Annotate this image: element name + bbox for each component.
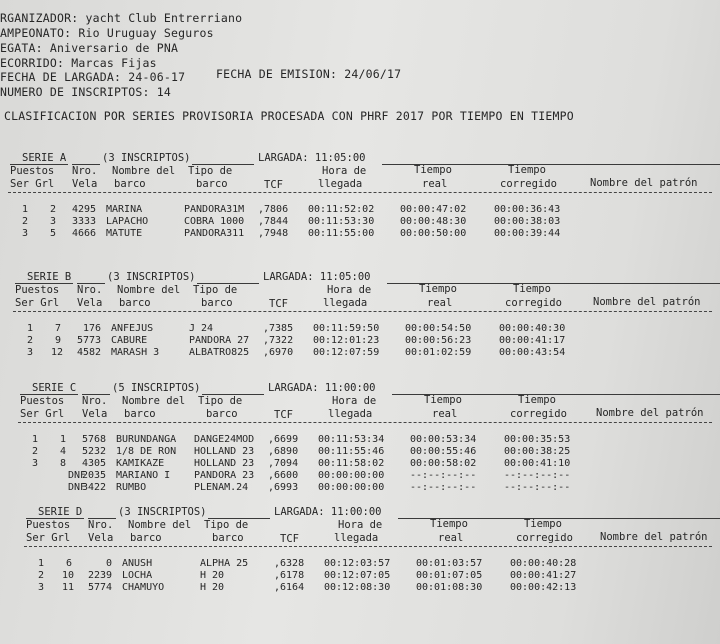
cell-tcf: ,6164 (274, 582, 305, 593)
col-hora: Hora de (338, 519, 383, 531)
col-hora: Hora de (327, 284, 372, 296)
col-vela: Vela (77, 297, 103, 309)
cell-ser: 3 (38, 582, 45, 593)
cell-real: --:--:--:-- (410, 470, 477, 481)
cell-tcf: ,6178 (274, 570, 305, 581)
series-start-time: LARGADA: 11:05:00 (263, 271, 371, 283)
cell-tipo: H 20 (200, 582, 225, 593)
series-entries: (3 INSCRIPTOS) (107, 271, 196, 283)
cell-ser: 1 (38, 558, 45, 569)
col-patron: Nombre del patrón (600, 531, 708, 543)
cell-corregido: --:--:--:-- (504, 482, 571, 493)
cell-ser: DNF (68, 470, 87, 481)
report-title: CLASIFICACION POR SERIES PROVISORIA PROCESADA CON PHRF 2017 POR TIEMPO EN TIEMPO (4, 109, 574, 123)
cell-vela: 5774 (88, 582, 113, 593)
col-tiempo: Tiempo (414, 164, 452, 176)
cell-barco: 1/8 DE RON (116, 446, 177, 457)
cell-ser: 1 (32, 434, 39, 445)
cell-grl: 8 (60, 458, 67, 469)
col-vela: Vela (88, 532, 114, 544)
header-separator (8, 192, 712, 193)
col-vela: Vela (72, 178, 98, 190)
cell-llegada: 00:12:08:30 (324, 582, 391, 593)
cell-vela: 4305 (82, 458, 107, 469)
cell-grl: 2 (50, 204, 57, 215)
col-ser-grl: Ser Grl (15, 297, 60, 309)
cell-ser: 2 (27, 335, 34, 346)
cell-grl: 1 (60, 434, 67, 445)
cell-vela: 176 (83, 323, 102, 334)
cell-tipo: PANDORA31M (184, 204, 245, 215)
col-llegada: llegada (334, 532, 379, 544)
cell-real: 00:00:54:50 (405, 323, 472, 334)
cell-real: 00:00:50:00 (400, 228, 467, 239)
cell-vela: 0 (106, 558, 113, 569)
cell-tipo: PANDORA 27 (189, 335, 250, 346)
series-entries: (5 INSCRIPTOS) (112, 382, 201, 394)
cell-vela: 5768 (82, 434, 107, 445)
col-nombre: Nombre del (128, 519, 192, 531)
cell-vela: 4666 (72, 228, 97, 239)
col-puestos: Puestos (20, 395, 65, 407)
cell-tcf: ,6699 (268, 434, 299, 445)
cell-ser: 1 (22, 204, 29, 215)
cell-barco: MATUTE (106, 228, 143, 239)
col-puestos: Puestos (15, 284, 60, 296)
cell-grl: 12 (51, 347, 64, 358)
cell-grl: 5 (50, 228, 57, 239)
cell-ser: 3 (32, 458, 39, 469)
cell-real: 00:00:58:02 (410, 458, 477, 469)
col-real: real (422, 178, 448, 190)
col-corregido: corregido (510, 408, 567, 420)
col-tiempo-corr: Tiempo (524, 518, 562, 530)
col-tiempo: Tiempo (424, 394, 462, 406)
series-name: SERIE A (22, 152, 67, 164)
series-name: SERIE C (32, 382, 77, 394)
cell-ser: DNF (68, 482, 87, 493)
cell-vela: 5773 (77, 335, 102, 346)
col-corregido: corregido (500, 178, 557, 190)
cell-real: 00:01:07:05 (416, 570, 483, 581)
cell-llegada: 00:12:03:57 (324, 558, 391, 569)
cell-tipo: HOLLAND 23 (194, 446, 255, 457)
col-tipo-barco: barco (196, 178, 228, 190)
col-ser-grl: Ser Grl (26, 532, 71, 544)
cell-barco: ANUSH (122, 558, 153, 569)
regatta-line: EGATA: Aniversario de PNA (0, 41, 179, 55)
cell-llegada: 00:12:07:59 (313, 347, 380, 358)
col-puestos: Puestos (10, 165, 55, 177)
series-start-time: LARGADA: 11:00:00 (268, 382, 376, 394)
cell-barco: LAPACHO (106, 216, 149, 227)
header-separator (24, 546, 712, 547)
col-hora: Hora de (332, 395, 377, 407)
cell-corregido: 00:00:38:25 (504, 446, 571, 457)
col-tiempo-corr: Tiempo (508, 164, 546, 176)
cell-llegada: 00:11:58:02 (318, 458, 385, 469)
cell-real: 00:00:53:34 (410, 434, 477, 445)
header-separator (18, 422, 712, 423)
col-corregido: corregido (505, 297, 562, 309)
entries-line: NUMERO DE INSCRIPTOS: 14 (0, 85, 171, 99)
col-patron: Nombre del patrón (590, 177, 698, 189)
col-hora: Hora de (322, 165, 367, 177)
cell-barco: CHAMUYO (122, 582, 165, 593)
col-nro: Nro. (72, 165, 98, 177)
cell-llegada: 00:11:53:30 (308, 216, 375, 227)
cell-barco: KAMIKAZE (116, 458, 165, 469)
cell-llegada: 00:11:59:50 (313, 323, 380, 334)
cell-ser: 2 (38, 570, 45, 581)
cell-ser: 3 (27, 347, 34, 358)
col-real: real (432, 408, 458, 420)
cell-tipo: DANGE24MOD (194, 434, 255, 445)
cell-tcf: ,7385 (263, 323, 294, 334)
col-patron: Nombre del patrón (593, 296, 701, 308)
col-tiempo: Tiempo (430, 518, 468, 530)
col-puestos: Puestos (26, 519, 71, 531)
col-llegada: llegada (318, 178, 363, 190)
cell-real: 00:00:47:02 (400, 204, 467, 215)
cell-llegada: 00:00:00:00 (318, 470, 385, 481)
cell-real: 00:01:08:30 (416, 582, 483, 593)
cell-llegada: 00:00:00:00 (318, 482, 385, 493)
series-start-time: LARGADA: 11:05:00 (258, 152, 366, 164)
cell-tipo: J 24 (189, 323, 214, 334)
cell-real: --:--:--:-- (410, 482, 477, 493)
cell-corregido: 00:00:43:54 (499, 347, 566, 358)
col-tipo-barco: barco (212, 532, 244, 544)
cell-ser: 2 (32, 446, 39, 457)
cell-vela: 2035 (82, 470, 107, 481)
cell-tcf: ,6328 (274, 558, 305, 569)
organizer-line: RGANIZADOR: yacht Club Entrerriano (0, 11, 243, 25)
cell-tcf: ,7806 (258, 204, 289, 215)
cell-grl: 3 (50, 216, 57, 227)
cell-tcf: ,6993 (268, 482, 299, 493)
cell-tipo: HOLLAND 23 (194, 458, 255, 469)
cell-ser: 3 (22, 228, 29, 239)
col-tiempo-corr: Tiempo (518, 394, 556, 406)
col-barco: barco (130, 532, 162, 544)
cell-tcf: ,6890 (268, 446, 299, 457)
col-barco: barco (119, 297, 151, 309)
col-corregido: corregido (516, 532, 573, 544)
cell-corregido: 00:00:35:53 (504, 434, 571, 445)
cell-vela: 4582 (77, 347, 102, 358)
cell-tipo: COBRA 1000 (184, 216, 245, 227)
cell-real: 00:00:55:46 (410, 446, 477, 457)
col-nombre: Nombre del (117, 284, 181, 296)
cell-barco: MARIANO I (116, 470, 171, 481)
cell-vela: 2239 (88, 570, 113, 581)
start-date-line: FECHA DE LARGADA: 24-06-17 (0, 70, 186, 84)
col-tiempo-corr: Tiempo (513, 283, 551, 295)
col-nro: Nro. (82, 395, 108, 407)
cell-vela: 3333 (72, 216, 97, 227)
issue-date-line: FECHA DE EMISION: 24/06/17 (216, 67, 402, 81)
col-tiempo: Tiempo (419, 283, 457, 295)
cell-corregido: 00:00:36:43 (494, 204, 561, 215)
cell-grl: 9 (55, 335, 62, 346)
cell-barco: MARINA (106, 204, 143, 215)
col-tipo: Tipo de (198, 395, 243, 407)
cell-tcf: ,7948 (258, 228, 289, 239)
col-real: real (427, 297, 453, 309)
col-barco: barco (114, 178, 146, 190)
cell-tipo: PANDORA311 (184, 228, 245, 239)
cell-grl: 6 (66, 558, 73, 569)
series-name: SERIE B (27, 271, 72, 283)
col-tipo-barco: barco (201, 297, 233, 309)
cell-tcf: ,6970 (263, 347, 294, 358)
cell-barco: RUMBO (116, 482, 147, 493)
cell-llegada: 00:12:01:23 (313, 335, 380, 346)
cell-vela: 4295 (72, 204, 97, 215)
col-ser-grl: Ser Grl (10, 178, 55, 190)
col-tcf: TCF (264, 179, 283, 191)
cell-tipo: PLENAM.24 (194, 482, 249, 493)
cell-barco: ANFEJUS (111, 323, 154, 334)
cell-real: 00:00:48:30 (400, 216, 467, 227)
cell-ser: 2 (22, 216, 29, 227)
col-tipo-barco: barco (206, 408, 238, 420)
col-nro: Nro. (88, 519, 114, 531)
col-tipo: Tipo de (204, 519, 249, 531)
cell-corregido: 00:00:41:10 (504, 458, 571, 469)
cell-corregido: 00:00:39:44 (494, 228, 561, 239)
series-entries: (3 INSCRIPTOS) (118, 506, 207, 518)
cell-tipo: ALPHA 25 (200, 558, 249, 569)
cell-real: 00:01:02:59 (405, 347, 472, 358)
cell-barco: MARASH 3 (111, 347, 160, 358)
col-llegada: llegada (328, 408, 373, 420)
col-tcf: TCF (280, 533, 299, 545)
col-real: real (438, 532, 464, 544)
cell-corregido: 00:00:40:30 (499, 323, 566, 334)
cell-ser: 1 (27, 323, 34, 334)
cell-corregido: --:--:--:-- (504, 470, 571, 481)
cell-grl: 7 (55, 323, 62, 334)
cell-corregido: 00:00:42:13 (510, 582, 577, 593)
cell-tipo: PANDORA 23 (194, 470, 255, 481)
cell-corregido: 00:00:41:17 (499, 335, 566, 346)
cell-real: 00:00:56:23 (405, 335, 472, 346)
cell-llegada: 00:11:52:02 (308, 204, 375, 215)
cell-llegada: 00:12:07:05 (324, 570, 391, 581)
col-tcf: TCF (269, 298, 288, 310)
cell-barco: CABURE (111, 335, 148, 346)
course-line: ECORRIDO: Marcas Fijas (0, 56, 157, 70)
col-nombre: Nombre del (122, 395, 186, 407)
cell-llegada: 00:11:53:34 (318, 434, 385, 445)
championship-line: AMPEONATO: Rio Uruguay Seguros (0, 26, 214, 40)
cell-real: 00:01:03:57 (416, 558, 483, 569)
cell-corregido: 00:00:40:28 (510, 558, 577, 569)
col-nro: Nro. (77, 284, 103, 296)
cell-tipo: ALBATRO825 (189, 347, 250, 358)
header-separator (13, 311, 712, 312)
cell-grl: 11 (62, 582, 75, 593)
cell-tcf: ,7844 (258, 216, 289, 227)
col-tipo: Tipo de (193, 284, 238, 296)
col-patron: Nombre del patrón (596, 407, 704, 419)
cell-tcf: ,6600 (268, 470, 299, 481)
col-tipo: Tipo de (188, 165, 233, 177)
series-name: SERIE D (38, 506, 83, 518)
cell-tcf: ,7322 (263, 335, 294, 346)
cell-llegada: 00:11:55:00 (308, 228, 375, 239)
col-barco: barco (124, 408, 156, 420)
cell-barco: BURUNDANGA (116, 434, 177, 445)
cell-vela: 3422 (82, 482, 107, 493)
series-start-time: LARGADA: 11:00:00 (274, 506, 382, 518)
cell-tipo: H 20 (200, 570, 225, 581)
col-ser-grl: Ser Grl (20, 408, 65, 420)
cell-corregido: 00:00:41:27 (510, 570, 577, 581)
cell-grl: 10 (62, 570, 75, 581)
cell-tcf: ,7094 (268, 458, 299, 469)
col-llegada: llegada (323, 297, 368, 309)
cell-barco: LOCHA (122, 570, 153, 581)
series-entries: (3 INSCRIPTOS) (102, 152, 191, 164)
col-tcf: TCF (274, 409, 293, 421)
cell-llegada: 00:11:55:46 (318, 446, 385, 457)
cell-grl: 4 (60, 446, 67, 457)
cell-corregido: 00:00:38:03 (494, 216, 561, 227)
col-nombre: Nombre del (112, 165, 176, 177)
cell-vela: 5232 (82, 446, 107, 457)
col-vela: Vela (82, 408, 108, 420)
